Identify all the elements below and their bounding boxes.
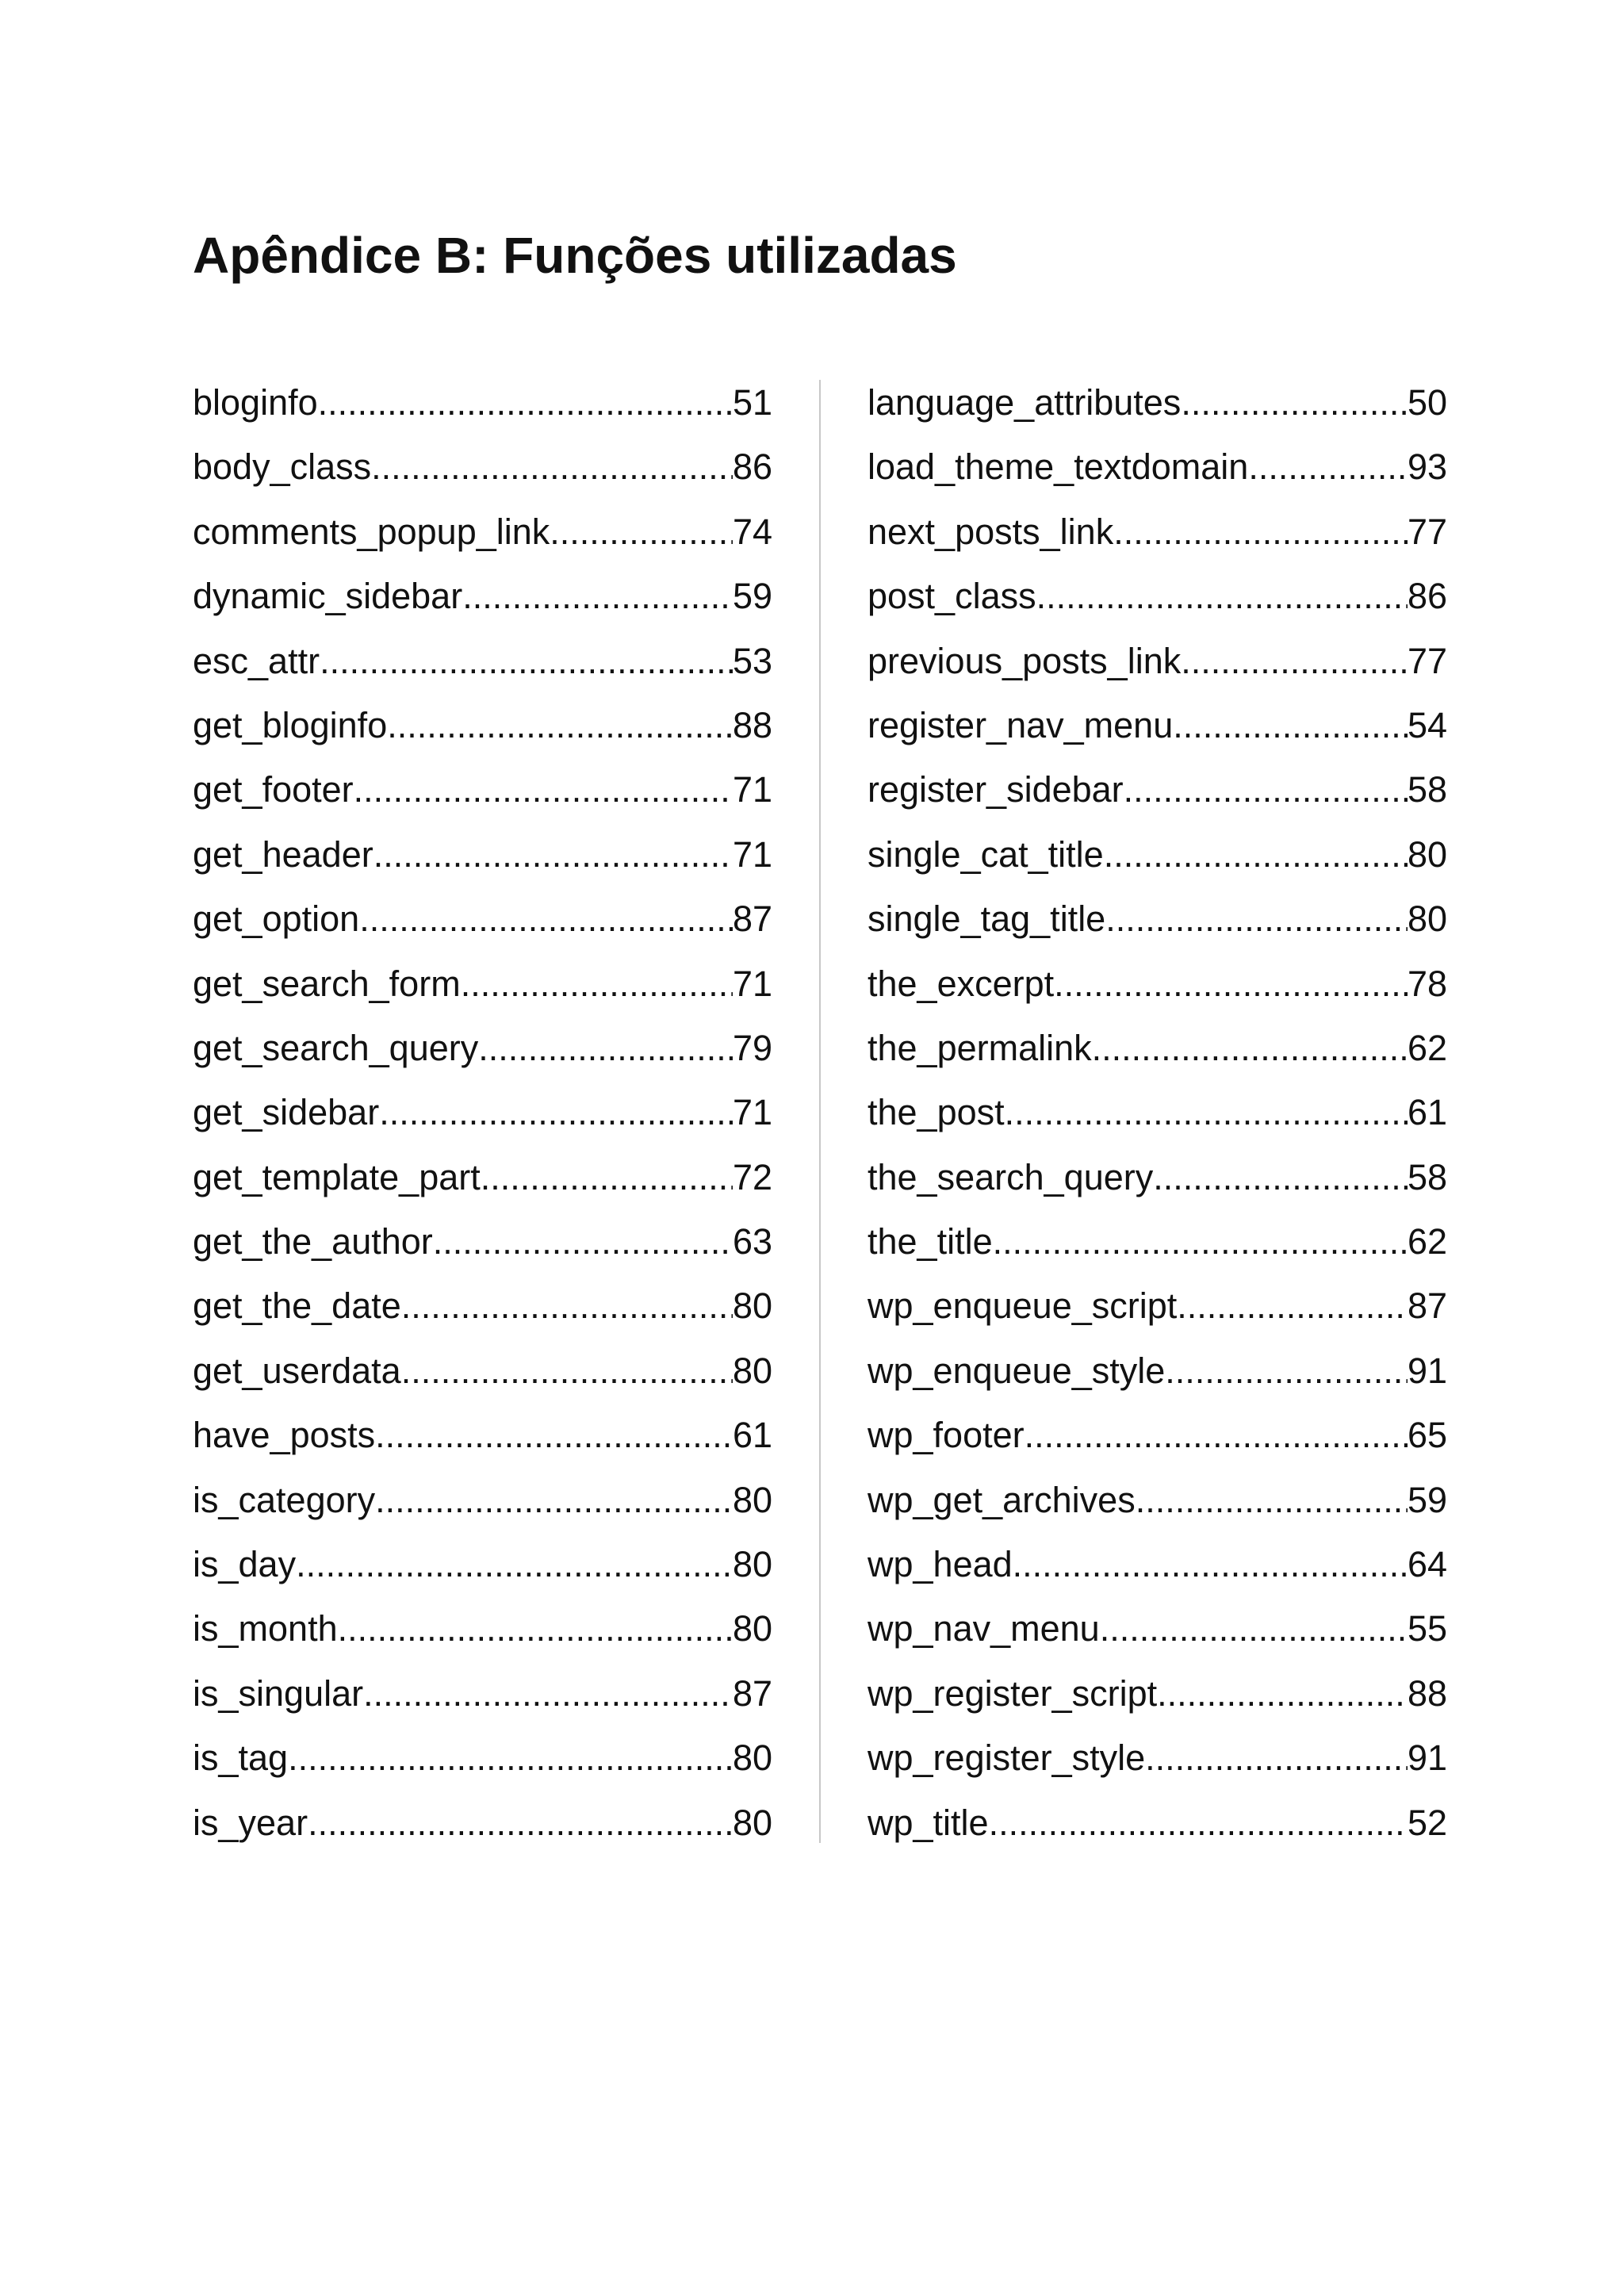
index-entry bbox=[868, 1733, 1447, 1797]
index-entry bbox=[193, 571, 772, 635]
page-number: 58 bbox=[1407, 1156, 1447, 1197]
function-name: wp_title bbox=[868, 1802, 989, 1843]
index-entry bbox=[868, 636, 1447, 700]
dot-leader bbox=[1025, 1410, 1408, 1461]
index-entry bbox=[193, 959, 772, 1023]
dot-leader bbox=[1104, 829, 1408, 880]
function-name: post_class bbox=[868, 576, 1036, 617]
dot-leader bbox=[989, 1798, 1408, 1849]
function-name: register_sidebar bbox=[868, 769, 1124, 810]
index-entry bbox=[868, 829, 1447, 894]
page-number: 71 bbox=[732, 769, 772, 810]
index-entry bbox=[868, 1668, 1447, 1733]
dot-leader bbox=[1136, 1475, 1408, 1526]
page-number: 62 bbox=[1407, 1221, 1447, 1262]
dot-leader bbox=[1153, 1152, 1408, 1203]
page-number: 80 bbox=[732, 1802, 772, 1843]
function-name: wp_nav_menu bbox=[868, 1608, 1100, 1649]
dot-leader bbox=[1165, 1346, 1408, 1396]
dot-leader bbox=[478, 1023, 733, 1074]
function-name: the_title bbox=[868, 1221, 993, 1262]
index-entry bbox=[193, 894, 772, 958]
page-number: 80 bbox=[732, 1544, 772, 1585]
function-name: the_post bbox=[868, 1092, 1005, 1133]
dot-leader bbox=[1248, 442, 1408, 492]
page-number: 91 bbox=[1407, 1737, 1447, 1779]
dot-leader bbox=[462, 571, 733, 622]
page-number: 86 bbox=[1407, 576, 1447, 617]
dot-leader bbox=[354, 764, 733, 815]
page-number: 80 bbox=[1407, 898, 1447, 940]
dot-leader bbox=[379, 1087, 733, 1138]
function-name: wp_footer bbox=[868, 1415, 1025, 1456]
dot-leader bbox=[338, 1603, 733, 1654]
page-number: 54 bbox=[1407, 704, 1447, 745]
function-name: have_posts bbox=[193, 1415, 376, 1456]
index-entry bbox=[868, 1539, 1447, 1603]
index-entry bbox=[868, 507, 1447, 571]
dot-leader bbox=[371, 442, 733, 492]
index-entry bbox=[868, 1087, 1447, 1151]
page-number: 59 bbox=[732, 576, 772, 617]
function-name: get_bloginfo bbox=[193, 704, 388, 745]
page-number: 88 bbox=[1407, 1672, 1447, 1714]
page-number: 61 bbox=[1407, 1092, 1447, 1133]
dot-leader bbox=[373, 829, 733, 880]
function-name: dynamic_sidebar bbox=[193, 576, 463, 617]
dot-leader bbox=[296, 1539, 733, 1590]
function-name: is_year bbox=[193, 1802, 308, 1843]
dot-leader bbox=[320, 636, 733, 687]
page-number: 91 bbox=[1407, 1350, 1447, 1391]
index-entry bbox=[193, 1668, 772, 1733]
page-number: 80 bbox=[732, 1479, 772, 1520]
page-title: Apêndice B: Funções utilizadas bbox=[193, 227, 957, 284]
index-entry bbox=[193, 1539, 772, 1603]
page-number: 77 bbox=[1407, 511, 1447, 552]
index-entry bbox=[868, 1798, 1447, 1862]
index-entry bbox=[868, 1152, 1447, 1216]
dot-leader bbox=[363, 1668, 733, 1719]
page-number: 53 bbox=[732, 640, 772, 681]
function-name: wp_register_style bbox=[868, 1737, 1146, 1779]
page-number: 74 bbox=[732, 511, 772, 552]
function-name: get_header bbox=[193, 833, 373, 875]
index-entry bbox=[868, 1216, 1447, 1281]
function-name: is_singular bbox=[193, 1672, 364, 1714]
function-name: the_permalink bbox=[868, 1027, 1092, 1068]
index-column-right bbox=[868, 377, 1447, 1862]
dot-leader bbox=[550, 507, 733, 557]
function-name: is_day bbox=[193, 1544, 297, 1585]
dot-leader bbox=[1157, 1668, 1408, 1719]
dot-leader bbox=[1145, 1733, 1408, 1783]
page-number: 80 bbox=[732, 1608, 772, 1649]
function-name: wp_register_script bbox=[868, 1672, 1158, 1714]
page-number: 71 bbox=[732, 963, 772, 1004]
page-number: 72 bbox=[732, 1156, 772, 1197]
index-entry bbox=[193, 1087, 772, 1151]
page-number: 93 bbox=[1407, 446, 1447, 488]
function-name: body_class bbox=[193, 446, 372, 488]
function-name: wp_enqueue_script bbox=[868, 1285, 1178, 1327]
index-entry bbox=[193, 1733, 772, 1797]
index-entry bbox=[193, 377, 772, 442]
page-number: 58 bbox=[1407, 769, 1447, 810]
dot-leader bbox=[375, 1475, 733, 1526]
dot-leader bbox=[318, 377, 733, 428]
dot-leader bbox=[401, 1346, 733, 1396]
function-name: is_tag bbox=[193, 1737, 289, 1779]
index-entry bbox=[193, 507, 772, 571]
page-number: 64 bbox=[1407, 1544, 1447, 1585]
function-name: previous_posts_link bbox=[868, 640, 1182, 681]
function-name: get_the_date bbox=[193, 1285, 401, 1327]
index-entry bbox=[868, 1410, 1447, 1474]
page-number: 71 bbox=[732, 833, 772, 875]
function-name: single_tag_title bbox=[868, 898, 1106, 940]
index-entry bbox=[868, 959, 1447, 1023]
dot-leader bbox=[288, 1733, 733, 1783]
page-number: 65 bbox=[1407, 1415, 1447, 1456]
function-name: next_posts_link bbox=[868, 511, 1114, 552]
dot-leader bbox=[481, 1152, 733, 1203]
index-entry bbox=[868, 571, 1447, 635]
page-number: 52 bbox=[1407, 1802, 1447, 1843]
index-entry bbox=[193, 1475, 772, 1539]
page-number: 55 bbox=[1407, 1608, 1447, 1649]
page-number: 59 bbox=[1407, 1479, 1447, 1520]
function-name: register_nav_menu bbox=[868, 704, 1174, 745]
index-entry bbox=[193, 636, 772, 700]
function-name: get_search_query bbox=[193, 1027, 479, 1068]
index-entry bbox=[868, 1023, 1447, 1087]
index-entry bbox=[868, 894, 1447, 958]
function-name: is_category bbox=[193, 1479, 376, 1520]
dot-leader bbox=[1181, 636, 1408, 687]
page-number: 78 bbox=[1407, 963, 1447, 1004]
page-number: 79 bbox=[732, 1027, 772, 1068]
function-name: the_excerpt bbox=[868, 963, 1055, 1004]
index-entry bbox=[193, 1798, 772, 1862]
index-entry bbox=[868, 1603, 1447, 1668]
index-entry bbox=[193, 1152, 772, 1216]
function-name: wp_get_archives bbox=[868, 1479, 1136, 1520]
page-number: 77 bbox=[1407, 640, 1447, 681]
function-name: wp_head bbox=[868, 1544, 1013, 1585]
dot-leader bbox=[387, 700, 733, 751]
index-entry bbox=[868, 377, 1447, 442]
page-number: 87 bbox=[732, 898, 772, 940]
function-name: get_userdata bbox=[193, 1350, 401, 1391]
dot-leader bbox=[1036, 571, 1408, 622]
function-name: the_search_query bbox=[868, 1156, 1154, 1197]
page-number: 51 bbox=[732, 382, 772, 423]
function-name: get_sidebar bbox=[193, 1092, 380, 1133]
page-number: 88 bbox=[732, 704, 772, 745]
index-entry bbox=[193, 1216, 772, 1281]
function-name: get_search_form bbox=[193, 963, 461, 1004]
function-name: language_attributes bbox=[868, 382, 1182, 423]
function-name: esc_attr bbox=[193, 640, 320, 681]
page-number: 50 bbox=[1407, 382, 1447, 423]
function-name: get_footer bbox=[193, 769, 354, 810]
index-entry bbox=[193, 1410, 772, 1474]
index-entry bbox=[193, 1346, 772, 1410]
dot-leader bbox=[1092, 1023, 1408, 1074]
index-entry bbox=[868, 764, 1447, 829]
function-name: is_month bbox=[193, 1608, 338, 1649]
page-number: 63 bbox=[732, 1221, 772, 1262]
index-entry bbox=[193, 700, 772, 764]
dot-leader bbox=[433, 1216, 733, 1267]
index-entry bbox=[868, 1475, 1447, 1539]
dot-leader bbox=[401, 1281, 733, 1331]
function-name: wp_enqueue_style bbox=[868, 1350, 1166, 1391]
dot-leader bbox=[1113, 507, 1408, 557]
dot-leader bbox=[1005, 1087, 1408, 1138]
function-name: load_theme_textdomain bbox=[868, 446, 1249, 488]
page-number: 61 bbox=[732, 1415, 772, 1456]
page-number: 86 bbox=[732, 446, 772, 488]
dot-leader bbox=[1100, 1603, 1408, 1654]
function-name: get_the_author bbox=[193, 1221, 433, 1262]
dot-leader bbox=[1177, 1281, 1408, 1331]
dot-leader bbox=[1124, 764, 1408, 815]
dot-leader bbox=[1105, 894, 1408, 944]
page-number: 80 bbox=[732, 1350, 772, 1391]
page-number: 80 bbox=[732, 1285, 772, 1327]
page-number: 87 bbox=[732, 1672, 772, 1714]
function-name: comments_popup_link bbox=[193, 511, 550, 552]
dot-leader bbox=[993, 1216, 1408, 1267]
dot-leader bbox=[461, 959, 733, 1009]
column-divider bbox=[819, 380, 821, 1843]
index-entry bbox=[193, 829, 772, 894]
index-column-left bbox=[193, 377, 772, 1862]
index-entry bbox=[868, 442, 1447, 506]
index-entry bbox=[868, 700, 1447, 764]
function-name: get_template_part bbox=[193, 1156, 481, 1197]
index-entry bbox=[193, 442, 772, 506]
dot-leader bbox=[1181, 377, 1408, 428]
index-entry bbox=[868, 1281, 1447, 1345]
dot-leader bbox=[1054, 959, 1408, 1009]
index-entry bbox=[193, 1023, 772, 1087]
dot-leader bbox=[359, 894, 733, 944]
index-entry bbox=[193, 764, 772, 829]
page-number: 80 bbox=[732, 1737, 772, 1779]
page-number: 87 bbox=[1407, 1285, 1447, 1327]
page-number: 80 bbox=[1407, 833, 1447, 875]
dot-leader bbox=[1173, 700, 1408, 751]
dot-leader bbox=[375, 1410, 733, 1461]
index-entry bbox=[193, 1603, 772, 1668]
page-number: 62 bbox=[1407, 1027, 1447, 1068]
index-entry bbox=[193, 1281, 772, 1345]
function-name: get_option bbox=[193, 898, 360, 940]
function-name: single_cat_title bbox=[868, 833, 1104, 875]
page-number: 71 bbox=[732, 1092, 772, 1133]
index-entry bbox=[868, 1346, 1447, 1410]
dot-leader bbox=[1013, 1539, 1408, 1590]
dot-leader bbox=[308, 1798, 733, 1849]
function-name: bloginfo bbox=[193, 382, 318, 423]
